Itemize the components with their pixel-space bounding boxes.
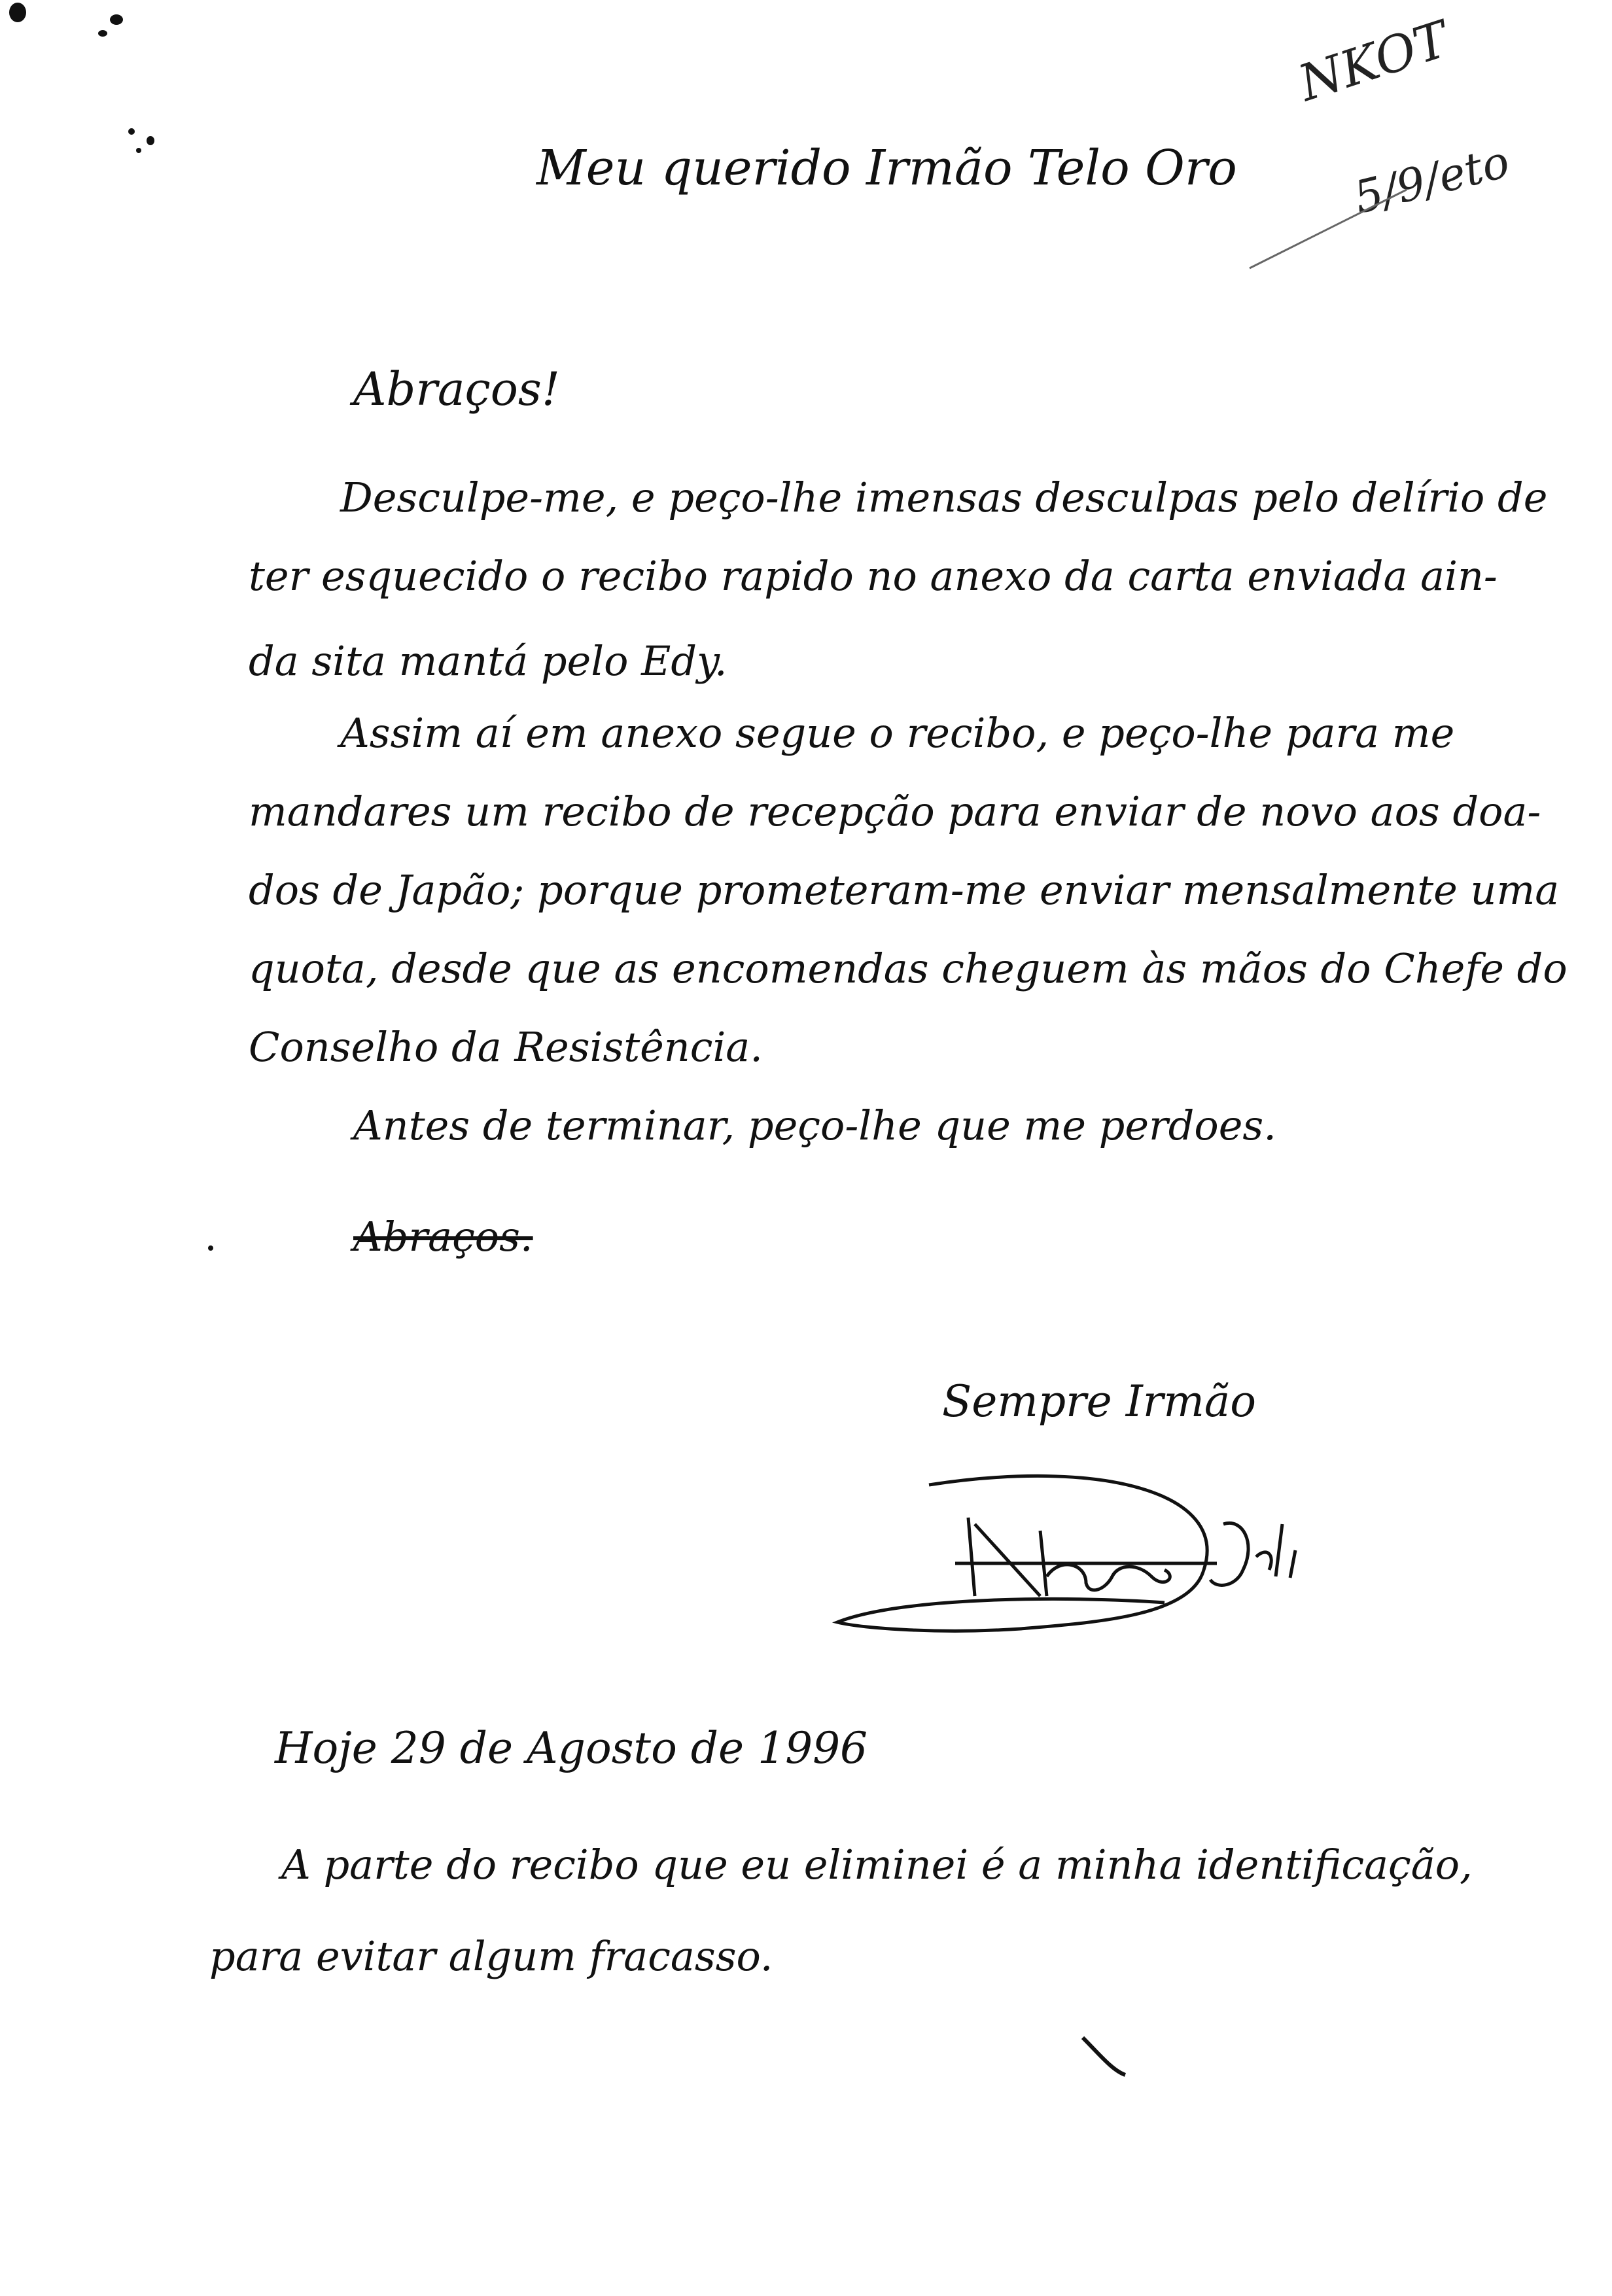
letter-closing-struck: Abraços. [353,1213,533,1261]
margin-note: NKOT [1291,9,1456,113]
margin-stroke [1243,183,1413,275]
ink-speck [208,1245,213,1251]
letter-line: dos de Japão; porque prometeram-me enviar mensalmente uma [249,866,1560,914]
letter-line: mandares um recibo de recepção para enviar de novo aos doa- [249,788,1541,835]
letter-line: da sita mantá pelo Edy. [249,637,727,685]
postscript-line: para evitar algum fracasso. [209,1932,773,1980]
stray-mark [1079,2034,1132,2080]
letter-line: Desculpe-me, e peço-lhe imensas desculpas pelo delírio de [340,474,1548,521]
postscript-line: A parte do recibo que eu eliminei é a minha identificação, [281,1841,1473,1888]
letter-greeting: Abraços! [353,362,560,416]
letter-salutation: Meu querido Irmão Telo Oro [536,140,1237,196]
letter-line: ter esquecido o recibo rapido no anexo da carta enviada ain- [249,552,1498,600]
ink-speck [9,3,26,22]
letter-line: Antes de terminar, peço-lhe que me perdoes. [353,1102,1276,1149]
margin-note: 5/9/eto [1349,135,1515,224]
signature [824,1465,1322,1661]
letter-line: quota, desde que as encomendas cheguem às mãos do Chefe do [249,945,1568,992]
ink-speck [128,128,135,135]
letter-line: Assim aí em anexo segue o recibo, e peço-lhe para me [340,709,1455,757]
ink-speck [98,30,107,37]
ink-speck [136,148,141,153]
ink-speck [147,136,154,145]
letter-sign-off: Sempre Irmão [942,1376,1256,1427]
ink-speck [110,14,123,25]
letter-line: Conselho da Resistência. [249,1023,763,1071]
letter-date: Hoje 29 de Agosto de 1996 [275,1723,868,1773]
